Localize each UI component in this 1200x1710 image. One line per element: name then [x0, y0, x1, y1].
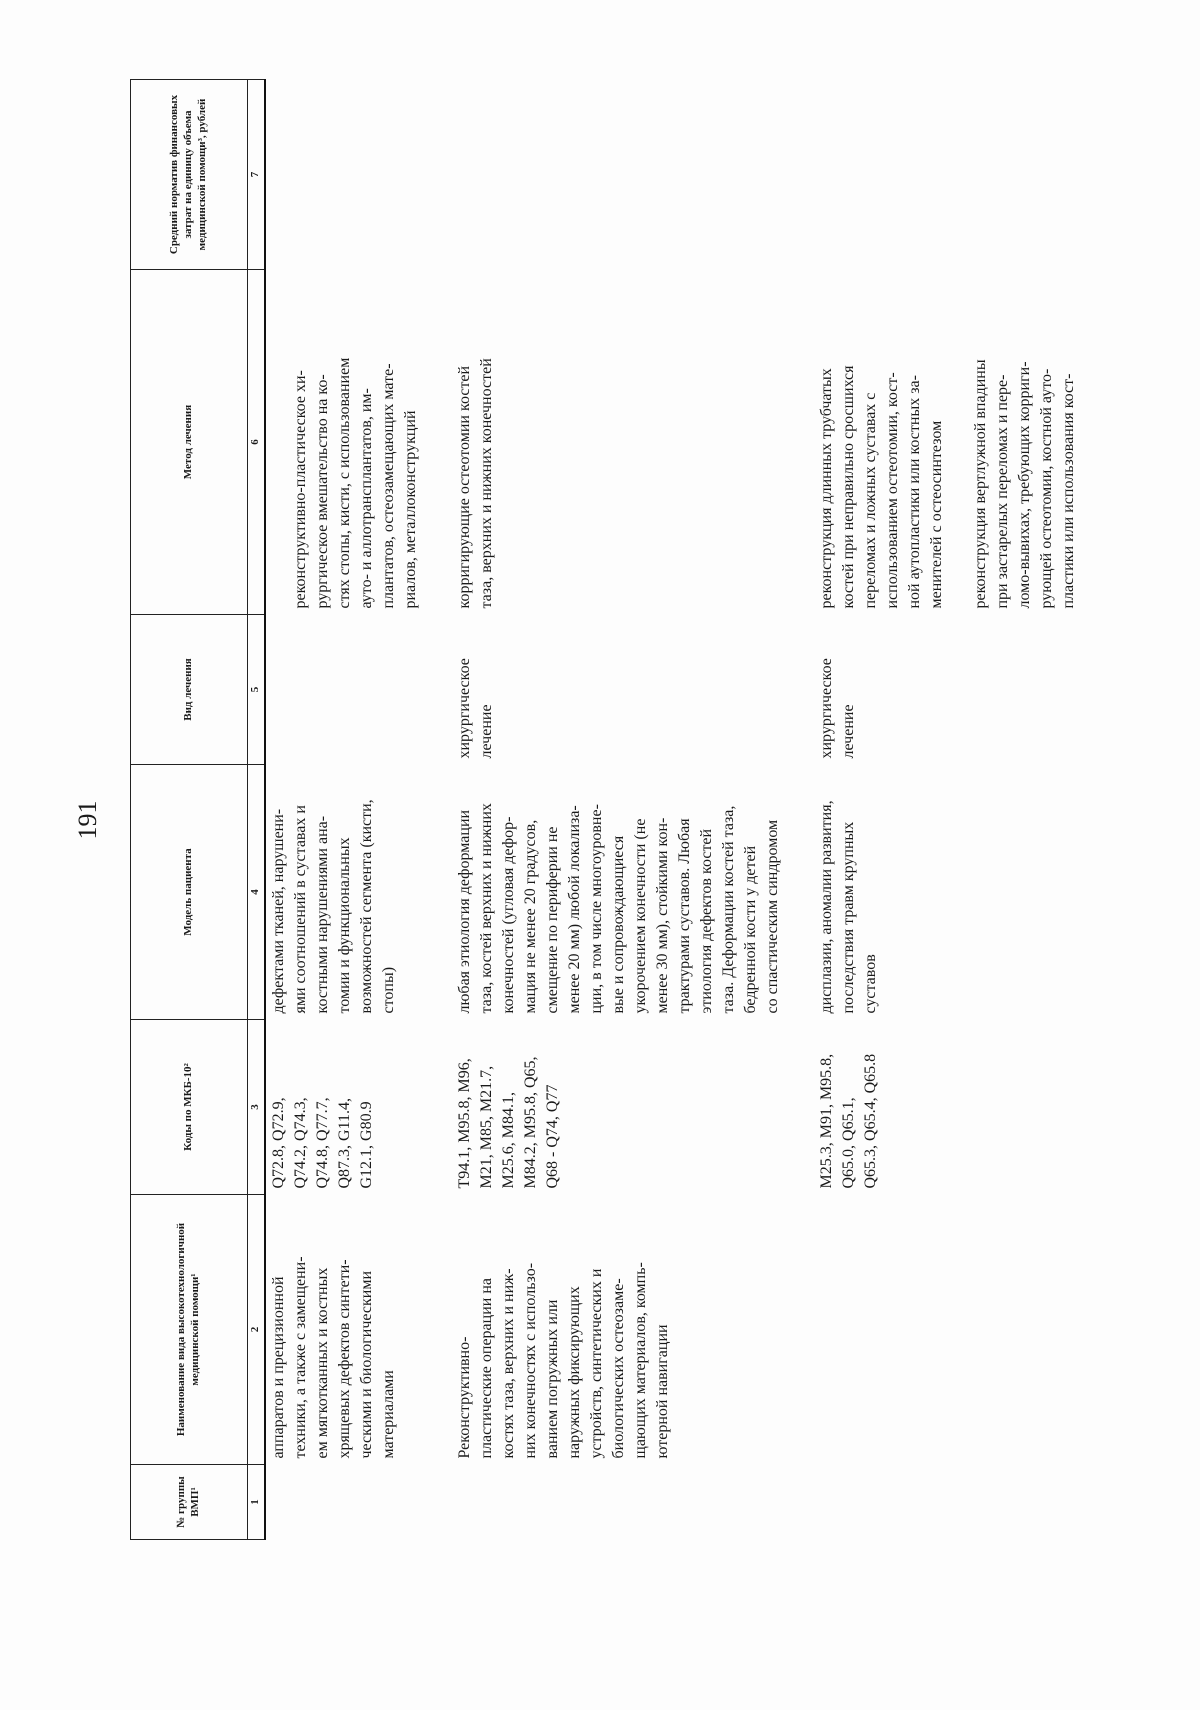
- rotated-table-wrapper: [130, 80, 1200, 1540]
- cell-text-line: таза. Деформации костей таза,: [720, 805, 737, 1014]
- cell-text-line: трактурами суставов. Любая: [676, 818, 693, 1014]
- cell-text-line: корригирующие остеотомии костей: [456, 365, 473, 609]
- cell-text-line: менителей с остеосинтезом: [928, 420, 945, 609]
- table-row: [265, 80, 422, 1540]
- cell-text-line: риалов, металлоконструкций: [402, 410, 419, 609]
- column-number: 6: [248, 270, 266, 615]
- vmp-table: [130, 79, 1080, 1540]
- table-body: [265, 80, 1080, 1540]
- cell-text-line: вые и сопровождающиеся: [610, 835, 627, 1014]
- header-patient-model: Модель пациента: [131, 765, 248, 1020]
- cell-text-line: возможностей сегмента (кисти,: [358, 799, 375, 1014]
- cell-text-line: последствия травм крупных: [840, 821, 857, 1014]
- cell-text-line: таза, костей верхних и нижних: [478, 803, 495, 1014]
- table-row: [814, 80, 1080, 1540]
- cell-text-line: лечение: [478, 704, 495, 759]
- cell-text-line: них конечностях с использо-: [522, 1262, 539, 1459]
- cell-text-line: M25.3, M91, M95.8,: [818, 1053, 835, 1189]
- header-vmp-name: Наименование вида высокотехнологичной медицинской помощи¹: [131, 1195, 248, 1465]
- cell-text-line: томии и функциональных: [336, 837, 353, 1014]
- cell-text-line: щающих материалов, компь-: [632, 1262, 649, 1459]
- cell-patient-model: [265, 765, 422, 1020]
- cell-text-line: ауто- и аллотрансплантатов, им-: [358, 388, 375, 609]
- cell-text-line: суставов: [862, 954, 879, 1014]
- cell-treatment-type: [814, 615, 1080, 765]
- cell-group: [814, 1465, 1080, 1540]
- cell-text-line: ции, в том числе многоуровне-: [588, 804, 605, 1014]
- cell-text-line: дисплазии, аномалии развития,: [818, 800, 835, 1014]
- cell-text-line: рургическое вмешательство на ко-: [314, 374, 331, 609]
- cell-text-line: пластические операции на: [478, 1277, 495, 1459]
- cell-text-line: этиология дефектов костей: [698, 828, 715, 1014]
- cell-text-line: менее 20 мм) любой локализа-: [566, 805, 583, 1014]
- cell-text-line: лечение: [840, 704, 857, 759]
- cell-text-line: плантатов, остеозамещающих мате-: [380, 363, 397, 609]
- cell-vmp-name: [452, 1195, 784, 1465]
- header-treatment-method: Метод лечения: [131, 270, 248, 615]
- column-number: 4: [248, 765, 266, 1020]
- cell-text-line: пластики или использования кост-: [1060, 373, 1077, 609]
- cell-text-line: стях стопы, кисти, с использованием: [336, 357, 353, 609]
- column-number: 7: [248, 80, 266, 270]
- cell-text-line: ческими и биологическими: [358, 1270, 375, 1459]
- cell-vmp-name: [265, 1195, 422, 1465]
- cell-text-line: ютерной навигации: [654, 1324, 671, 1459]
- cell-vmp-name: [814, 1195, 1080, 1465]
- cell-text-line: ломо-вывихах, требующих корриги-: [1016, 361, 1033, 609]
- cell-text-line: костей при неправильно сросшихся: [840, 365, 857, 609]
- cell-text-line: Q74.2, Q74.3,: [292, 1097, 309, 1189]
- cell-text-line: костными нарушениями ана-: [314, 815, 331, 1014]
- cell-text-line: Реконструктивно-: [456, 1336, 473, 1459]
- cell-text-line: аппаратов и прецизионной: [270, 1276, 287, 1459]
- cell-group: [265, 1465, 422, 1540]
- cell-text-line: со спастическим синдромом: [764, 819, 781, 1014]
- cell-text-line: реконструкция длинных трубчатых: [818, 368, 835, 609]
- cell-text-line: ем мягкотканных и костных: [314, 1267, 331, 1459]
- cell-text-line: при застарелых переломах и пере-: [994, 374, 1011, 609]
- cell-text-line: хирургическое: [456, 658, 473, 759]
- cell-treatment-method: [452, 270, 784, 615]
- cell-treatment-method: [265, 270, 422, 615]
- column-number: 3: [248, 1020, 266, 1195]
- cell-text-line: Q65.3, Q65.4, Q65.8: [862, 1053, 879, 1189]
- cell-patient-model: [452, 765, 784, 1020]
- cell-treatment-type: [452, 615, 784, 765]
- cell-text-line: Q87.3, G11.4,: [336, 1097, 353, 1189]
- cell-text-line: Q72.8, Q72.9,: [270, 1097, 287, 1189]
- cell-text-line: использованием остеотомии, кост-: [884, 372, 901, 609]
- cell-text-line: хрящевых дефектов синтети-: [336, 1259, 353, 1459]
- column-number: 2: [248, 1195, 266, 1465]
- cell-text-line: таза, верхних и нижних конечностей: [478, 358, 495, 609]
- cell-average-cost: [265, 80, 422, 270]
- cell-text-line: ванием погружных или: [544, 1299, 561, 1459]
- page-number: 191: [73, 800, 102, 840]
- cell-average-cost: [452, 80, 784, 270]
- cell-patient-model: [814, 765, 1080, 1020]
- cell-text-line: реконструкция вертлужной впадины: [972, 359, 989, 609]
- cell-text-line: биологических остеозаме-: [610, 1278, 627, 1459]
- cell-text-line: смещение по периферии не: [544, 826, 561, 1014]
- cell-text-line: материалами: [380, 1370, 397, 1459]
- cell-text-line: конечностей (угловая дефор-: [500, 816, 517, 1014]
- cell-text-line: ями соотношений в суставах и: [292, 805, 309, 1014]
- cell-average-cost: [814, 80, 1080, 270]
- cell-text-line: стопы): [380, 966, 397, 1014]
- cell-text-line: Q68 - Q74, Q77: [544, 1084, 561, 1189]
- cell-treatment-type: [265, 615, 422, 765]
- cell-text-line: любая этиология деформации: [456, 809, 473, 1014]
- cell-text-line: ной аутопластики или костных за-: [906, 375, 923, 609]
- cell-text-line: костях таза, верхних и ниж-: [500, 1268, 517, 1459]
- cell-text-line: дефектами тканей, нарушени-: [270, 808, 287, 1014]
- table-row: [452, 80, 784, 1540]
- cell-icd-codes: [265, 1020, 422, 1195]
- cell-icd-codes: [452, 1020, 784, 1195]
- row-spacer-cell: [784, 80, 814, 1540]
- cell-text-line: Q65.0, Q65.1,: [840, 1097, 857, 1189]
- cell-text-line: M84.2, M95.8, Q65,: [522, 1056, 539, 1189]
- row-spacer-cell: [422, 80, 452, 1540]
- cell-text-line: реконструктивно-пластическое хи-: [292, 370, 309, 609]
- cell-text-line: M21, M85, M21.7,: [478, 1065, 495, 1189]
- cell-text-line: устройств, синтетических и: [588, 1268, 605, 1459]
- header-icd-codes: Коды по МКБ-10²: [131, 1020, 248, 1195]
- cell-text-line: [948, 276, 970, 609]
- cell-text-line: G12.1, G80.9: [358, 1101, 375, 1189]
- row-spacer: [422, 80, 452, 1540]
- cell-text-line: переломах и ложных суставах с: [862, 392, 879, 609]
- cell-text-line: укорочением конечности (не: [632, 818, 649, 1014]
- cell-text-line: [268, 276, 290, 609]
- cell-text-line: хирургическое: [818, 658, 835, 759]
- cell-text-line: наружных фиксирующих: [566, 1286, 583, 1459]
- cell-text-line: техники, а также с замещени-: [292, 1256, 309, 1459]
- cell-text-line: Q74.8, Q77.7,: [314, 1097, 331, 1189]
- header-treatment-type: Вид лечения: [131, 615, 248, 765]
- header-average-cost: Средний норматив финансовых затрат на единицу объема медицинской помощи³, рублей: [131, 80, 248, 270]
- cell-text-line: менее 30 мм), стойкими кон-: [654, 817, 671, 1014]
- cell-group: [452, 1465, 784, 1540]
- row-spacer: [784, 80, 814, 1540]
- column-number: 1: [248, 1465, 266, 1540]
- cell-text-line: T94.1, M95.8, M96,: [456, 1058, 473, 1189]
- header-group-number: № группы ВМП¹: [131, 1465, 248, 1540]
- column-number: 5: [248, 615, 266, 765]
- cell-text-line: рующей остеотомии, костной ауто-: [1038, 368, 1055, 609]
- cell-treatment-method: [814, 270, 1080, 615]
- table-header: [131, 80, 266, 1540]
- cell-text-line: бедренной кости у детей: [742, 845, 759, 1014]
- cell-text-line: M25.6, M84.1,: [500, 1092, 517, 1189]
- cell-icd-codes: [814, 1020, 1080, 1195]
- cell-text-line: мация не менее 20 градусов,: [522, 819, 539, 1014]
